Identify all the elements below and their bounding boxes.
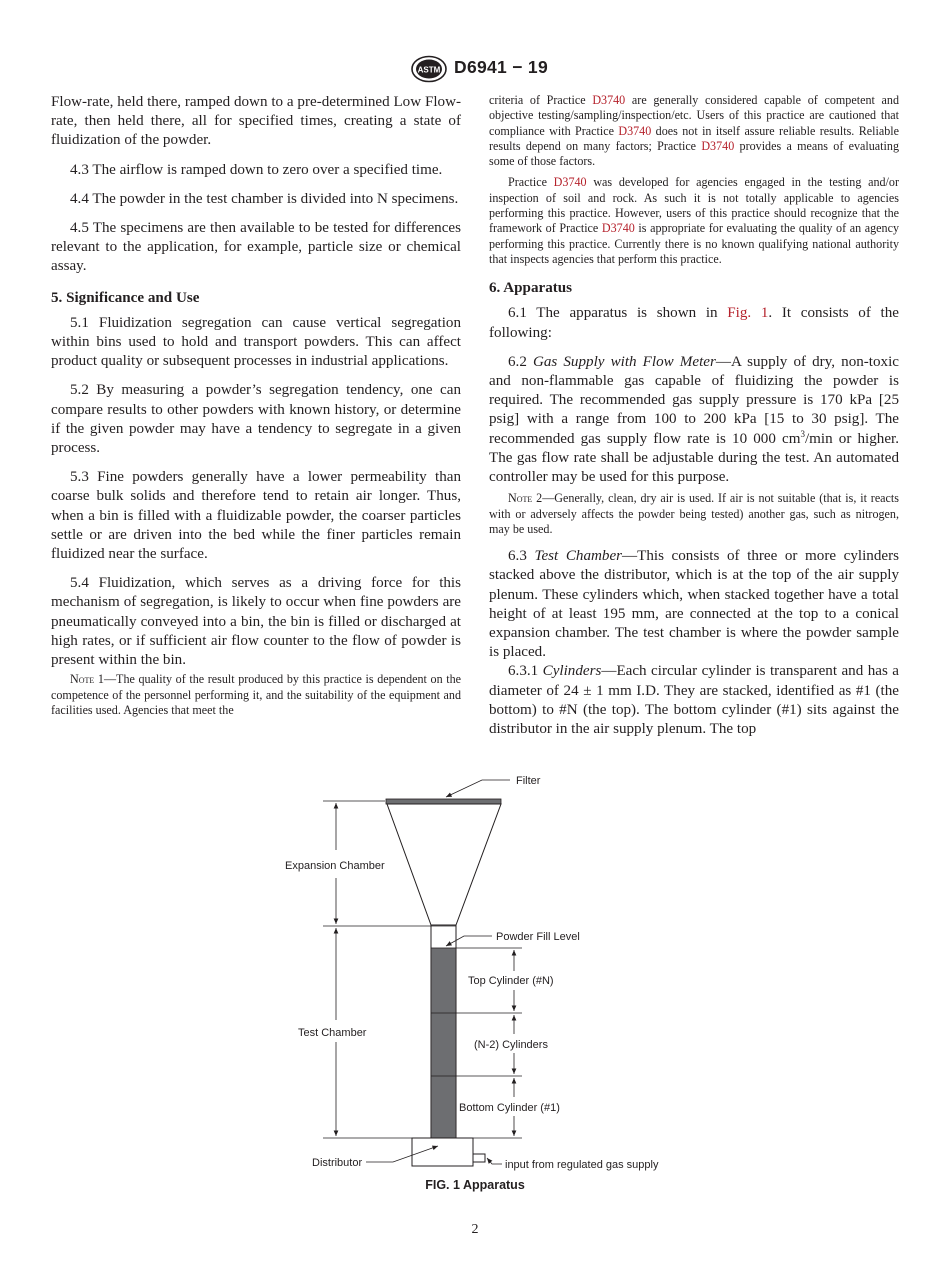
filter-leader: [446, 780, 510, 797]
gas-inlet: [473, 1154, 485, 1162]
paragraph-4-3: 4.3 The airflow is ramped down to zero over a specified time.: [70, 161, 443, 178]
section-5-heading: 5. Significance and Use: [51, 289, 200, 306]
paragraph-5-1: 5.1 Fluidization segregation can cause vertical segregation within bins used to hold and transport powders. This can affect product quality or subsequent processes in industrial applications.: [51, 314, 461, 370]
paragraph-5-2: 5.2 By measuring a powder’s segregation tendency, one can compare results to other powders with known history, or determine if the given powder may have a tendency to segregate in a given process.: [51, 382, 461, 457]
note-1-text: 1—The quality of the result produced by this practice is dependent on the competence of the personnel performing it, and the suitability of the equipment and facilities used. Agencies that meet the: [51, 672, 461, 717]
label-distributor: Distributor: [312, 1157, 363, 1169]
paragraph-4-4: 4.4 The powder in the test chamber is divided into N specimens.: [70, 190, 459, 207]
page-number: 2: [471, 1222, 479, 1237]
superscript: 3: [800, 428, 805, 439]
paragraph-term: Test Chamber: [534, 548, 623, 565]
label-expansion-chamber: Expansion Chamber: [285, 860, 385, 872]
paragraph-5-4: 5.4 Fluidization, which serves as a driving force for this mechanism of segregation, is likely to occur when fine powders are pneumatically conveyed into a bin, the bin is filled or discharged at high rates, or if sufficient air flow counter to the flow of powder is present within the bin.: [51, 575, 461, 669]
note-1-paragraph-2: [489, 175, 899, 267]
label-gas-input: input from regulated gas supply: [505, 1159, 659, 1171]
left-column: [51, 93, 461, 718]
label-n2-cylinders: (N-2) Cylinders: [474, 1039, 548, 1051]
paragraph-6-3: [489, 547, 899, 662]
filter-plate: [386, 799, 501, 804]
d3740-link[interactable]: D3740: [618, 123, 652, 138]
paragraph-6-2-text: —A supply of dry, non-toxic and non-flammable gas capable of fluidizing the powder is required. The recommended gas supply pressure is 170 kPa [25 psig] with a range from 100 to 200 kPa [15 to 30 psig]. The recommended gas supply flow rate is 10 000 cm: [489, 353, 899, 447]
label-bottom-cylinder: Bottom Cylinder (#1): [459, 1102, 560, 1114]
right-column: [489, 93, 899, 739]
note-1-label: Note: [70, 672, 95, 687]
input-leader: [487, 1158, 502, 1164]
note-2: [489, 491, 899, 537]
fig-1-link[interactable]: Fig. 1: [727, 305, 769, 322]
paragraph-term: Gas Supply with Flow Meter: [532, 353, 716, 370]
page-header: [0, 55, 950, 85]
d3740-link[interactable]: D3740: [592, 93, 626, 107]
paragraph-4-2-continued: Flow-rate, held there, ramped down to a pre-determined Low Flow-rate, then held there, all for specified times, creating a state of fluidization of the powder.: [51, 94, 461, 149]
label-test-chamber: Test Chamber: [298, 1027, 367, 1039]
note-1-p2-text: was developed for agencies engaged in the testing and/or inspection of soil and rock. As such it is not totally applicable to agencies performing this practice. However, users of this practice should recognize that the framework of Practice: [489, 175, 899, 236]
paragraph-4-5: 4.5 The specimens are then available to be tested for differences relevant to the application, for example, particle size or chemical assay.: [51, 220, 461, 275]
note-2-label: Note: [508, 491, 533, 506]
document-number: D6941 − 19: [454, 57, 548, 77]
note-1-cont-text: provides a means of evaluating some of those factors.: [489, 138, 899, 169]
note-1-continued: [489, 93, 899, 169]
note-1-cont-text: does not in itself assure reliable results. Reliable results depend on many factors; Practice: [489, 123, 899, 153]
paragraph-6-3-text: —This consists of three or more cylinders stacked above the distributor, which is at the top of the air supply plenum. These cylinders which, when stacked together have a total height of at least 195 mm, are connected at the top to a conical expansion chamber. The test chamber is where the powder sample is placed.: [489, 548, 899, 661]
section-6-heading: 6. Apparatus: [489, 280, 573, 297]
d3740-link[interactable]: D3740: [553, 175, 587, 190]
note-1-p2-text: Practice: [508, 175, 554, 190]
powder-fill: [431, 948, 456, 1138]
paragraph-number: 6.3: [508, 548, 535, 565]
paragraph-6-3-1: [489, 662, 899, 739]
note-2-text: 2—Generally, clean, dry air is used. If air is not suitable (that is, it reacts with or adversely affects the powder being tested) another gas, such as nitrogen, may be used.: [489, 491, 899, 536]
note-1-cont-text: criteria of Practice: [489, 93, 593, 107]
paragraph-6-2: [489, 353, 899, 487]
note-1-p2-text: is appropriate for evaluating the quality of an agency performing this practice. Currently there is no known qualifying national authority that inspects agencies that perform this practice.: [489, 221, 899, 266]
figure-caption: FIG. 1 Apparatus: [425, 1178, 525, 1192]
paragraph-6-1-text: 6.1 The apparatus is shown in: [508, 305, 728, 322]
apparatus-figure: [280, 768, 680, 1188]
note-1-cont-text: are generally considered capable of competent and objective testing/sampling/inspection/etc. Users of this practice are cautioned that compliance with Practice: [489, 93, 899, 138]
paragraph-6-1-text: . It consists of the following:: [489, 305, 899, 341]
note-1: [51, 672, 461, 718]
astm-logo-icon: [410, 55, 448, 83]
paragraph-5-3: 5.3 Fine powders generally have a lower permeability than coarse bulk solids and therefore tend to retain air longer. Thus, when a bin is filled with a fluidizable powder, the coarser particles settle or are driven into the bed while the finer particles remain fluidized near the surface.: [51, 469, 461, 563]
d3740-link[interactable]: D3740: [701, 138, 735, 153]
expansion-cone: [387, 804, 501, 925]
paragraph-6-2-text: /min or higher. The gas flow rate shall be adjustable during the test. An automated controller may be used for this purpose.: [489, 430, 900, 486]
d3740-link[interactable]: D3740: [601, 221, 635, 236]
paragraph-term: Cylinders: [542, 663, 602, 680]
paragraph-number: 6.3.1: [508, 663, 543, 680]
astm-logo-text: ASTM: [417, 65, 441, 75]
paragraph-6-3-1-text: —Each circular cylinder is transparent and has a diameter of 24 ± 1 mm I.D. They are stacked, identified as #1 (the bottom) to #N (the top). The bottom cylinder (#1) sits against the distributor in the air supply plenum. The top: [489, 663, 899, 738]
paragraph-number: 6.2: [508, 353, 533, 370]
label-top-cylinder: Top Cylinder (#N): [468, 975, 554, 987]
paragraph-6-1: [489, 304, 899, 342]
label-filter: Filter: [516, 775, 541, 787]
label-powder-fill-level: Powder Fill Level: [496, 931, 580, 943]
